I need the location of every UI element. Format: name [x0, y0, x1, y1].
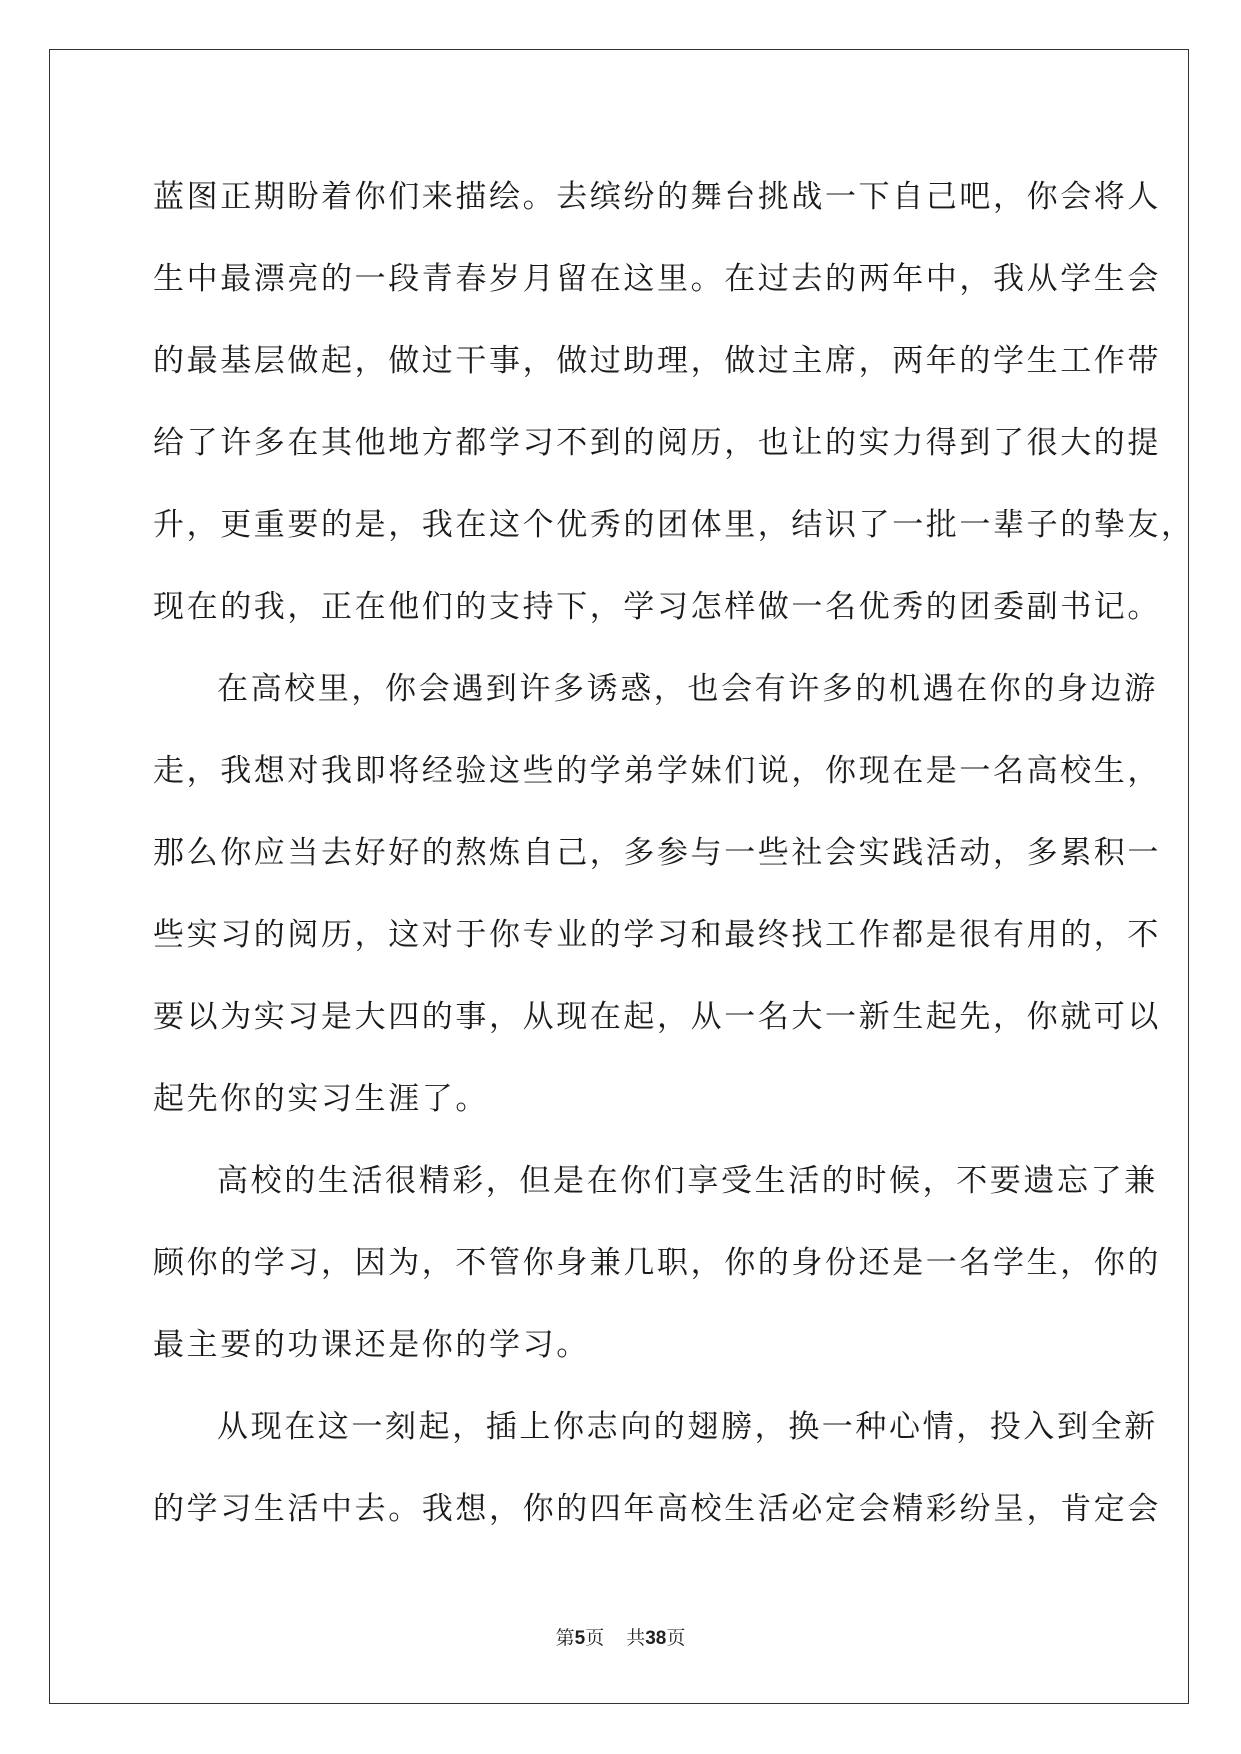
text-line: 要以为实习是大四的事，从现在起，从一名大一新生起先，你就可以: [153, 999, 1161, 1035]
paragraph-first-line: 在高校里，你会遇到许多诱惑，也会有许多的机遇在你的身边游: [217, 671, 1158, 707]
text-line: 起先你的实习生涯了。: [153, 1081, 489, 1117]
text-line: 顾你的学习，因为，不管你身兼几职，你的身份还是一名学生，你的: [153, 1245, 1161, 1281]
paragraph-first-line: 高校的生活很精彩，但是在你们享受生活的时候，不要遗忘了兼: [217, 1163, 1158, 1199]
text-line: 的学习生活中去。我想，你的四年高校生活必定会精彩纷呈，肯定会: [153, 1491, 1161, 1527]
total-prefix: 共: [626, 1627, 646, 1649]
text-line: 给了许多在其他地方都学习不到的阅历，也让的实力得到了很大的提: [153, 425, 1161, 461]
page-suffix: 页: [585, 1627, 605, 1649]
text-line: 的最基层做起，做过干事，做过助理，做过主席，两年的学生工作带: [153, 343, 1161, 379]
page-prefix: 第: [555, 1627, 575, 1649]
page-footer: [0, 1623, 1241, 1650]
text-line: 那么你应当去好好的熬炼自己，多参与一些社会实践活动，多累积一: [153, 835, 1161, 871]
text-line: 蓝图正期盼着你们来描绘。去缤纷的舞台挑战一下自己吧，你会将人: [153, 179, 1161, 215]
text-line: 走，我想对我即将经验这些的学弟学妹们说，你现在是一名高校生，: [153, 753, 1161, 789]
text-line: 最主要的功课还是你的学习。: [153, 1327, 590, 1363]
total-pages: 38: [645, 1628, 667, 1649]
text-line: 生中最漂亮的一段青春岁月留在这里。在过去的两年中，我从学生会: [153, 261, 1161, 297]
text-line: 些实习的阅历，这对于你专业的学习和最终找工作都是很有用的，不: [153, 917, 1161, 953]
paragraph-first-line: 从现在这一刻起，插上你志向的翅膀，换一种心情，投入到全新: [217, 1409, 1158, 1445]
document-body: [153, 156, 1195, 1550]
text-line: 升，更重要的是，我在这个优秀的团体里，结识了一批一辈子的挚友，: [153, 507, 1195, 543]
page-number: 5: [574, 1628, 586, 1649]
total-suffix: 页: [666, 1627, 686, 1649]
text-line: 现在的我，正在他们的支持下，学习怎样做一名优秀的团委副书记。: [153, 589, 1161, 625]
